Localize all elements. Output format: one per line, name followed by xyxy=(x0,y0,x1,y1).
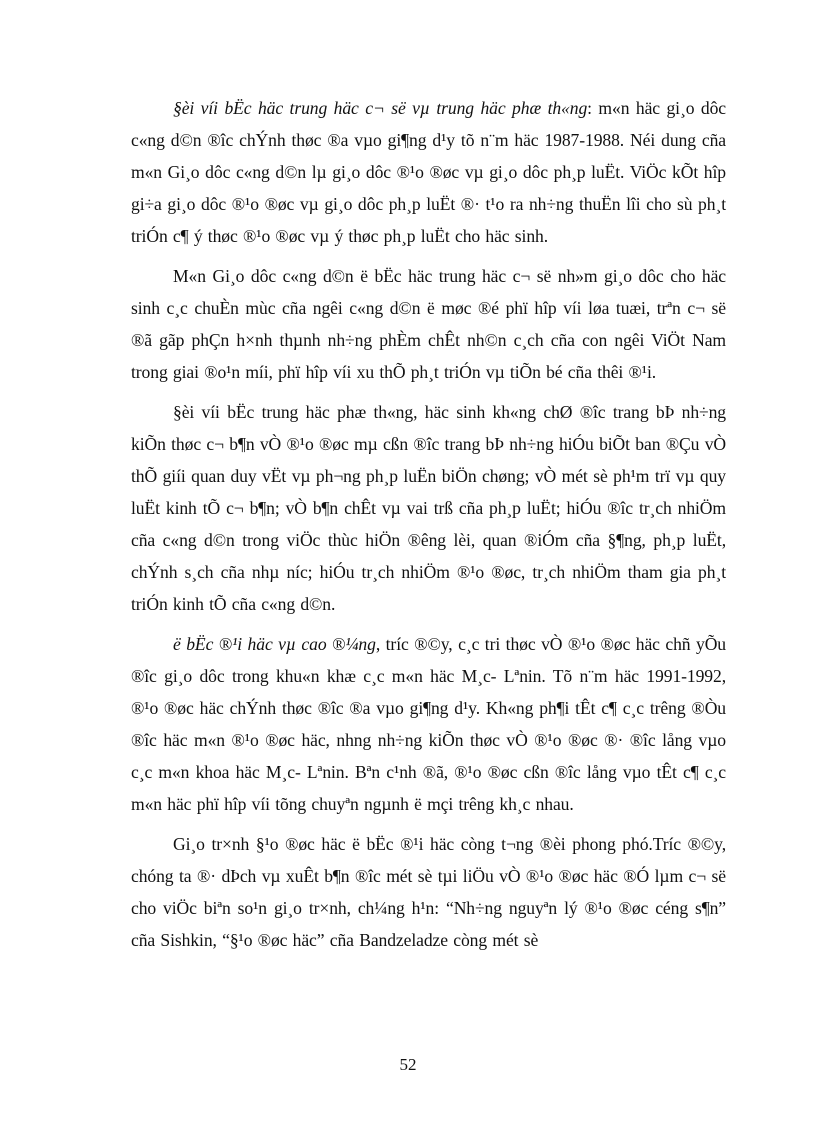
paragraph-text: M«n Gi¸o dôc c«ng d©n ë bËc häc trung häc c¬ së nh»m gi¸o dôc cho häc sinh c¸c chuÈn mùc cña ngêi c«ng d©n ë møc ®é phï hîp víi løa tuæi, trªn c¬ së ®ã gãp phÇn h×nh thµnh nh÷ng phÈm chÊt nh©n c¸ch cña con ngêi ViÖt Nam trong giai ®o¹n míi, phï hîp víi xu thÕ ph¸t triÓn vµ tiÕn bé cña thêi ®¹i. xyxy=(131,266,726,382)
paragraph-text: , tríc ®©y, c¸c tri thøc vÒ ®¹o ®øc häc chñ yÕu ®îc gi¸o dôc trong khu«n khæ c¸c m«n häc M¸c- Lªnin. Tõ n¨m häc 1991-1992, ®¹o ®øc häc chÝnh thøc ®îc ®a vµo gi¶ng d¹y. Kh«ng ph¶i tÊt c¶ c¸c trêng ®Òu ®îc häc m«n ®¹o ®øc häc, nhng nh÷ng kiÕn thøc vÒ ®¹o ®øc ®· ®îc lång vµo c¸c m«n khoa häc M¸c- Lªnin. Bªn c¹nh ®ã, ®¹o ®øc cßn ®îc lång vµo tÊt c¶ c¸c m«n häc phï hîp víi tõng chuyªn ngµnh ë mçi trêng kh¸c nhau. xyxy=(131,634,727,814)
page-number: 52 xyxy=(399,1055,417,1074)
paragraph-lead-italic: ë bËc ®¹i häc vµ cao ®¼ng xyxy=(173,634,376,654)
paragraph-lead-italic: §èi víi bËc häc trung häc c¬ së vµ trung häc phæ th«ng xyxy=(173,98,588,118)
document-page xyxy=(131,92,726,964)
paragraph-text: Gi¸o tr×nh §¹o ®øc häc ë bËc ®¹i häc còng t¬ng ®èi phong phó.Tríc ®©y, chóng ta ®· dÞch vµ xuÊt b¶n ®îc mét sè tµi liÖu vÒ ®¹o ®øc häc ®Ó lµm c¬ së cho viÖc biªn so¹n gi¸o tr×nh, ch¼ng h¹n: “Nh÷ng nguyªn lý ®¹o ®øc céng s¶n” cña Sishkin, “§¹o ®øc häc” cña Bandzeladze còng mét sè xyxy=(131,834,726,950)
paragraph-text: : m«n häc gi¸o dôc c«ng d©n ®îc chÝnh thøc ®a vµo gi¶ng d¹y tõ n¨m häc 1987-1988. Néi dung cña m«n Gi¸o dôc c«ng d©n lµ gi¸o dôc ®¹o ®øc vµ gi¸o dôc ph¸p luËt. ViÖc kÕt hîp gi÷a gi¸o dôc ®¹o ®øc vµ gi¸o dôc ph¸p luËt ®· t¹o ra nh÷ng thuËn lîi cho sù ph¸t triÓn c¶ ý thøc ®¹o ®øc vµ ý thøc ph¸p luËt cho häc sinh. xyxy=(131,98,726,246)
paragraph xyxy=(131,628,726,820)
paragraph xyxy=(131,92,726,252)
paragraph-text: §èi víi bËc trung häc phæ th«ng, häc sinh kh«ng chØ ®îc trang bÞ nh÷ng kiÕn thøc c¬ b¶n vÒ ®¹o ®øc mµ cßn ®îc trang bÞ nh÷ng hiÓu biÕt ban ®Çu vÒ thÕ giíi quan duy vËt vµ ph¬ng ph¸p luËn biÖn chøng; vÒ mét sè ph¹m trï vµ quy luËt kinh tÕ c¬ b¶n; vÒ b¶n chÊt vµ vai trß cña ph¸p luËt; hiÓu ®îc tr¸ch nhiÖm cña c«ng d©n trong viÖc thùc hiÖn ®êng lèi, quan ®iÓm cña §¶ng, ph¸p luËt, chÝnh s¸ch cña nhµ níc; hiÓu tr¸ch nhiÖm ®¹o ®øc, tr¸ch nhiÖm tham gia ph¸t triÓn kinh tÕ cña c«ng d©n. xyxy=(131,402,726,614)
paragraph xyxy=(131,260,726,388)
paragraph xyxy=(131,396,726,620)
paragraph xyxy=(131,828,726,956)
